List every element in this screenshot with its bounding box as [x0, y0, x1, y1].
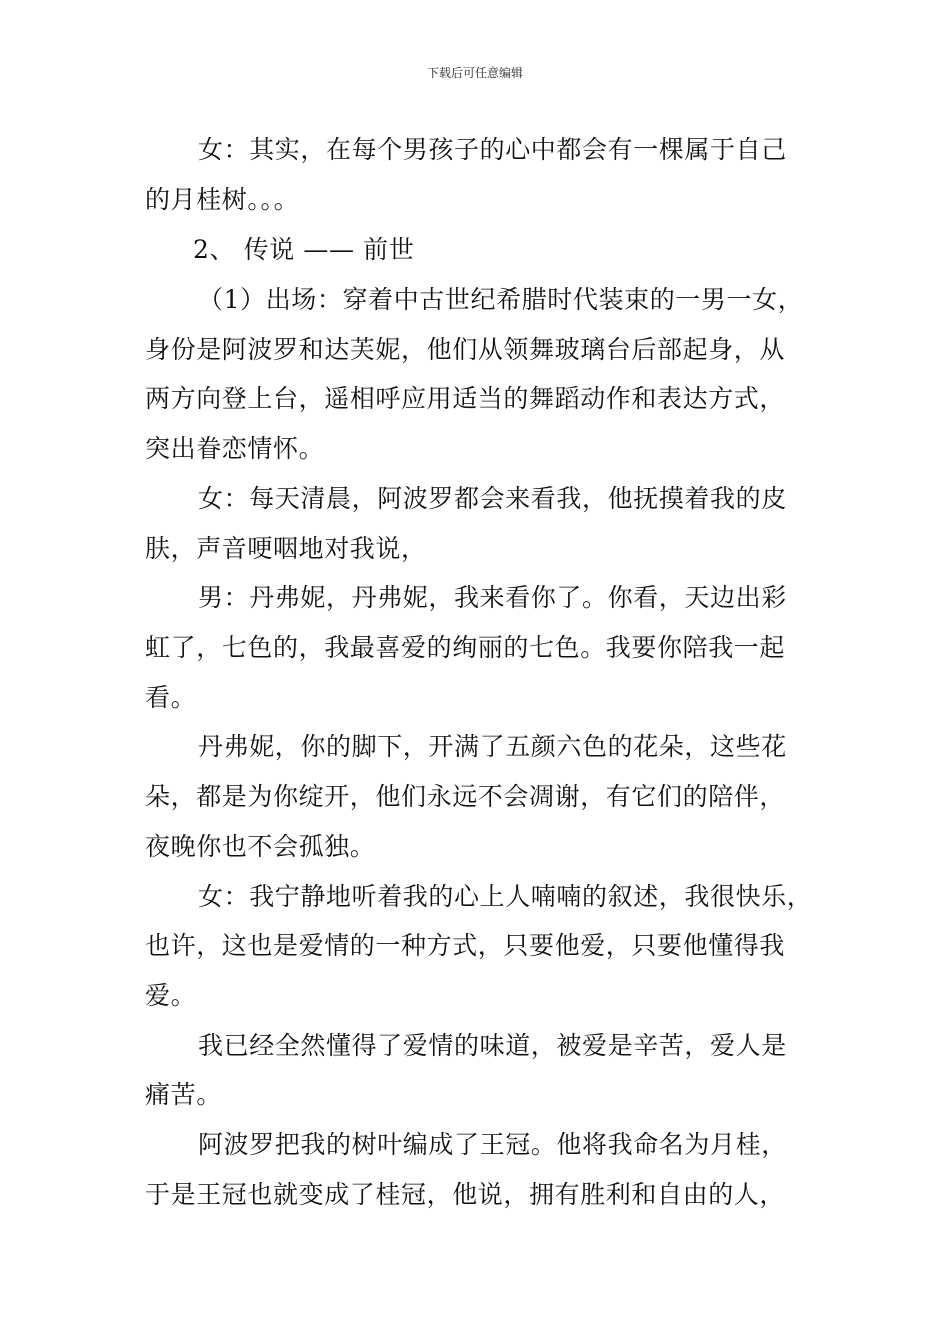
paragraph-line: 于是王冠也就变成了桂冠，他说，拥有胜利和自由的人，	[145, 1180, 786, 1209]
paragraph-line: 朵，都是为你绽开，他们永远不会凋谢，有它们的陪伴，	[145, 782, 786, 811]
paragraph-line: 我已经全然懂得了爱情的味道，被爱是辛苦，爱人是	[198, 1031, 787, 1060]
paragraph-line: 夜晚你也不会孤独。	[145, 832, 376, 861]
page-header: 下载后可任意编辑	[426, 66, 523, 80]
paragraph-line: 丹弗妮，你的脚下，开满了五颜六色的花朵，这些花	[198, 732, 787, 761]
paragraph-line: 看。	[145, 683, 197, 712]
paragraph-line: 痛苦。	[145, 1080, 222, 1109]
paragraph-line: 也许，这也是爱情的一种方式，只要他爱，只要他懂得我	[145, 931, 786, 960]
paragraph-line: 女：每天清晨，阿波罗都会来看我，他抚摸着我的皮	[198, 484, 787, 513]
paragraph-line: 爱。	[145, 981, 197, 1010]
paragraph-line: 男：丹弗妮，丹弗妮，我来看你了。你看，天边出彩	[198, 583, 787, 612]
paragraph-line: 身份是阿波罗和达芙妮，他们从领舞玻璃台后部起身，从	[145, 335, 786, 364]
paragraph-line: 女：我宁静地听着我的心上人喃喃的叙述，我很快乐，	[198, 882, 813, 911]
paragraph-line: 两方向登上台，遥相呼应用适当的舞蹈动作和表达方式，	[145, 384, 786, 413]
paragraph-line: 肤，声音哽咽地对我说，	[145, 534, 427, 563]
paragraph-line: （1）出场：穿着中古世纪希腊时代装束的一男一女，	[198, 285, 804, 314]
paragraph-line: 突出眷恋情怀。	[145, 434, 325, 463]
paragraph-line: 的月桂树。。。	[145, 185, 300, 214]
paragraph-line: 女：其实，在每个男孩子的心中都会有一棵属于自己	[198, 135, 787, 164]
paragraph-line: 虹了，七色的，我最喜爱的绚丽的七色。我要你陪我一起	[145, 633, 786, 662]
paragraph-line: 阿波罗把我的树叶编成了王冠。他将我命名为月桂，	[198, 1130, 787, 1159]
section-heading: 2、 传说 —— 前世	[193, 235, 415, 264]
